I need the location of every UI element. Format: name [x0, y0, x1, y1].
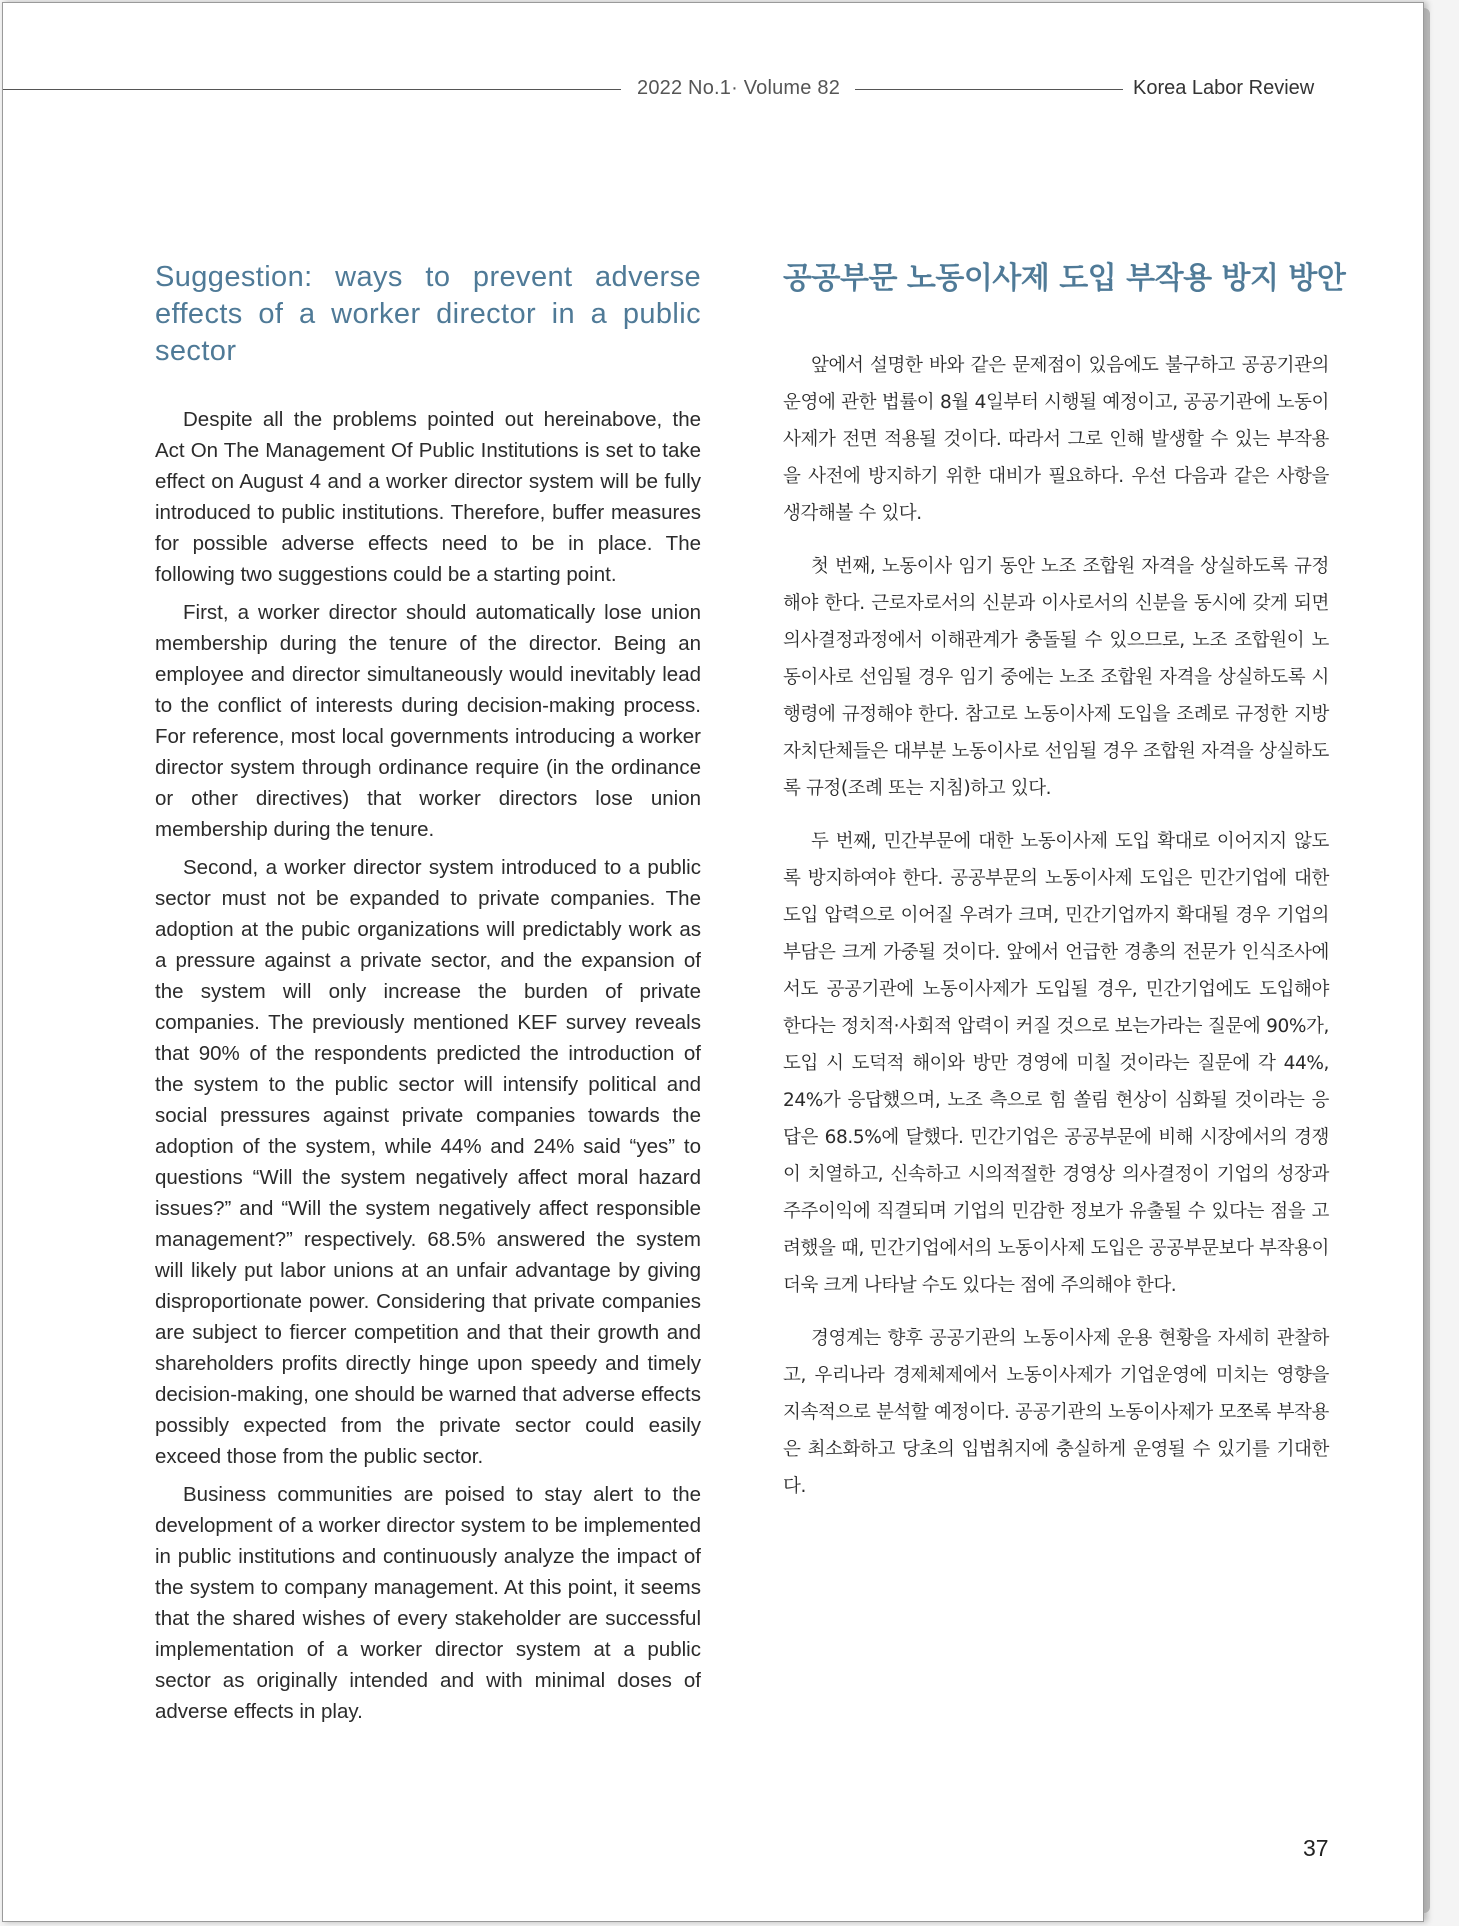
korean-paragraph: 경영계는 향후 공공기관의 노동이사제 운용 현황을 자세히 관찰하고, 우리나라 경제체제에서 노동이사제가 기업운영에 미치는 영향을 지속적으로 분석할 예정이다. 공공기관의 노동이사제가 모쪼록 부작용은 최소화하고 당초의 입법취지에 충실하게 운영될 수 있기를 기대한다. — [783, 1328, 1329, 1497]
korean-paragraph: 두 번째, 민간부문에 대한 노동이사제 도입 확대로 이어지지 않도록 방지하여야 한다. 공공부문의 노동이사제 도입은 민간기업에 대한 도입 압력으로 이어질 우려가 크며, 민간기업까지 확대될 경우 기업의 부담은 크게 가중될 것이다. 앞에서 언급한 경총의 전문가 인식조사에서도 공공기관에 노동이사제가 도입될 경우, 민간기업에도 도입해야 한다는 정치적·사회적 압력이 커질 것으로 보는가라는 질문에 90%가, 도입 시 도덕적 해이와 방만 경영에 미칠 것이라는 질문에 각 44%, 24%가 응답했으며, 노조 측으로 힘 쏠림 현상이 심화될 것이라는 응답은 68.5%에 달했다. 민간기업은 공공부문에 비해 시장에서의 경쟁이 치열하고, 신속하고 시의적절한 경영상 의사결정이 기업의 성장과 주주이익에 직결되며 기업의 민감한 정보가 유출될 수 있다는 점을 고려했을 때, 민간기업에서의 노동이사제 도입은 공공부문보다 부작용이 더욱 크게 나타날 수도 있다는 점에 주의해야 한다. — [783, 831, 1329, 1296]
english-paragraph: Despite all the problems pointed out hereinabove, the Act On The Management Of Public Institutions is set to take effect on August 4 and a worker director system will be fully introduced to public institutions. Therefore, buffer measures for possible adverse effects need to be in place. The following two suggestions could be a starting point. — [155, 408, 701, 586]
korean-section-title: 공공부문 노동이사제 도입 부작용 방지 방안 — [783, 261, 1346, 296]
korean-column — [783, 259, 1346, 1521]
korean-paragraph: 첫 번째, 노동이사 임기 동안 노조 조합원 자격을 상실하도록 규정해야 한다. 근로자로서의 신분과 이사로서의 신분을 동시에 갖게 되면 의사결정과정에서 이해관계가 충돌될 수 있으므로, 노조 조합원이 노동이사로 선임될 경우 임기 중에는 노조 조합원 자격을 상실하도록 시행령에 규정해야 한다. 참고로 노동이사제 도입을 조례로 규정한 지방자치단체들은 대부분 노동이사로 선임될 경우 조합원 자격을 상실하도록 규정(조례 또는 지침)하고 있다. — [783, 556, 1329, 799]
korean-paragraph: 앞에서 설명한 바와 같은 문제점이 있음에도 불구하고 공공기관의 운영에 관한 법률이 8월 4일부터 시행될 예정이고, 공공기관에 노동이사제가 전면 적용될 것이다. 따라서 그로 인해 발생할 수 있는 부작용을 사전에 방지하기 위한 대비가 필요하다. 우선 다음과 같은 사항을 생각해볼 수 있다. — [783, 355, 1329, 524]
english-column — [155, 259, 701, 1734]
header-rule-right — [855, 89, 1123, 90]
document-page — [2, 2, 1424, 1922]
header-rule-left — [3, 89, 621, 90]
english-paragraph: Second, a worker director system introduced to a public sector must not be expanded to private companies. The adoption at the pubic organizations will predictably work as a pressure against a private sector, and the expansion of the system will only increase the burden of private companies. The previously mentioned KEF survey reveals that 90% of the respondents predicted the introduction of the system to the public sector will intensify political and social pressures against private companies towards the adoption of the system, while 44% and 24% said “yes” to questions “Will the system negatively affect moral hazard issues?” and “Will the system negatively affect responsible management?” respectively. 68.5% answered the system will likely put labor unions at an unfair advantage by giving disproportionate power. Considering that private companies are subject to fiercer competition and that their growth and shareholders profits directly hinge upon speedy and timely decision-making, one should be warned that adverse effects possibly expected from the private sector could easily exceed those from the public sector. — [155, 856, 701, 1468]
english-paragraph: Business communities are poised to stay alert to the development of a worker director system to be implemented in public institutions and continuously analyze the impact of the system to company management. At this point, it seems that the shared wishes of every stakeholder are successful implementation of a worker director system at a public sector as originally intended and with minimal doses of adverse effects in play. — [155, 1483, 701, 1723]
english-paragraph: First, a worker director should automatically lose union membership during the tenure of the director. Being an employee and director simultaneously would inevitably lead to the conflict of interests during decision-making process. For reference, most local governments introducing a worker director system through ordinance require (in the ordinance or other directives) that worker directors lose union membership during the tenure. — [155, 601, 701, 841]
english-section-title: Suggestion: ways to prevent adverse effects of a worker director in a public sector — [155, 261, 701, 367]
page-number: 37 — [1303, 1835, 1329, 1861]
issue-label: 2022 No.1· Volume 82 — [637, 77, 841, 99]
journal-title: Korea Labor Review — [1133, 77, 1315, 99]
